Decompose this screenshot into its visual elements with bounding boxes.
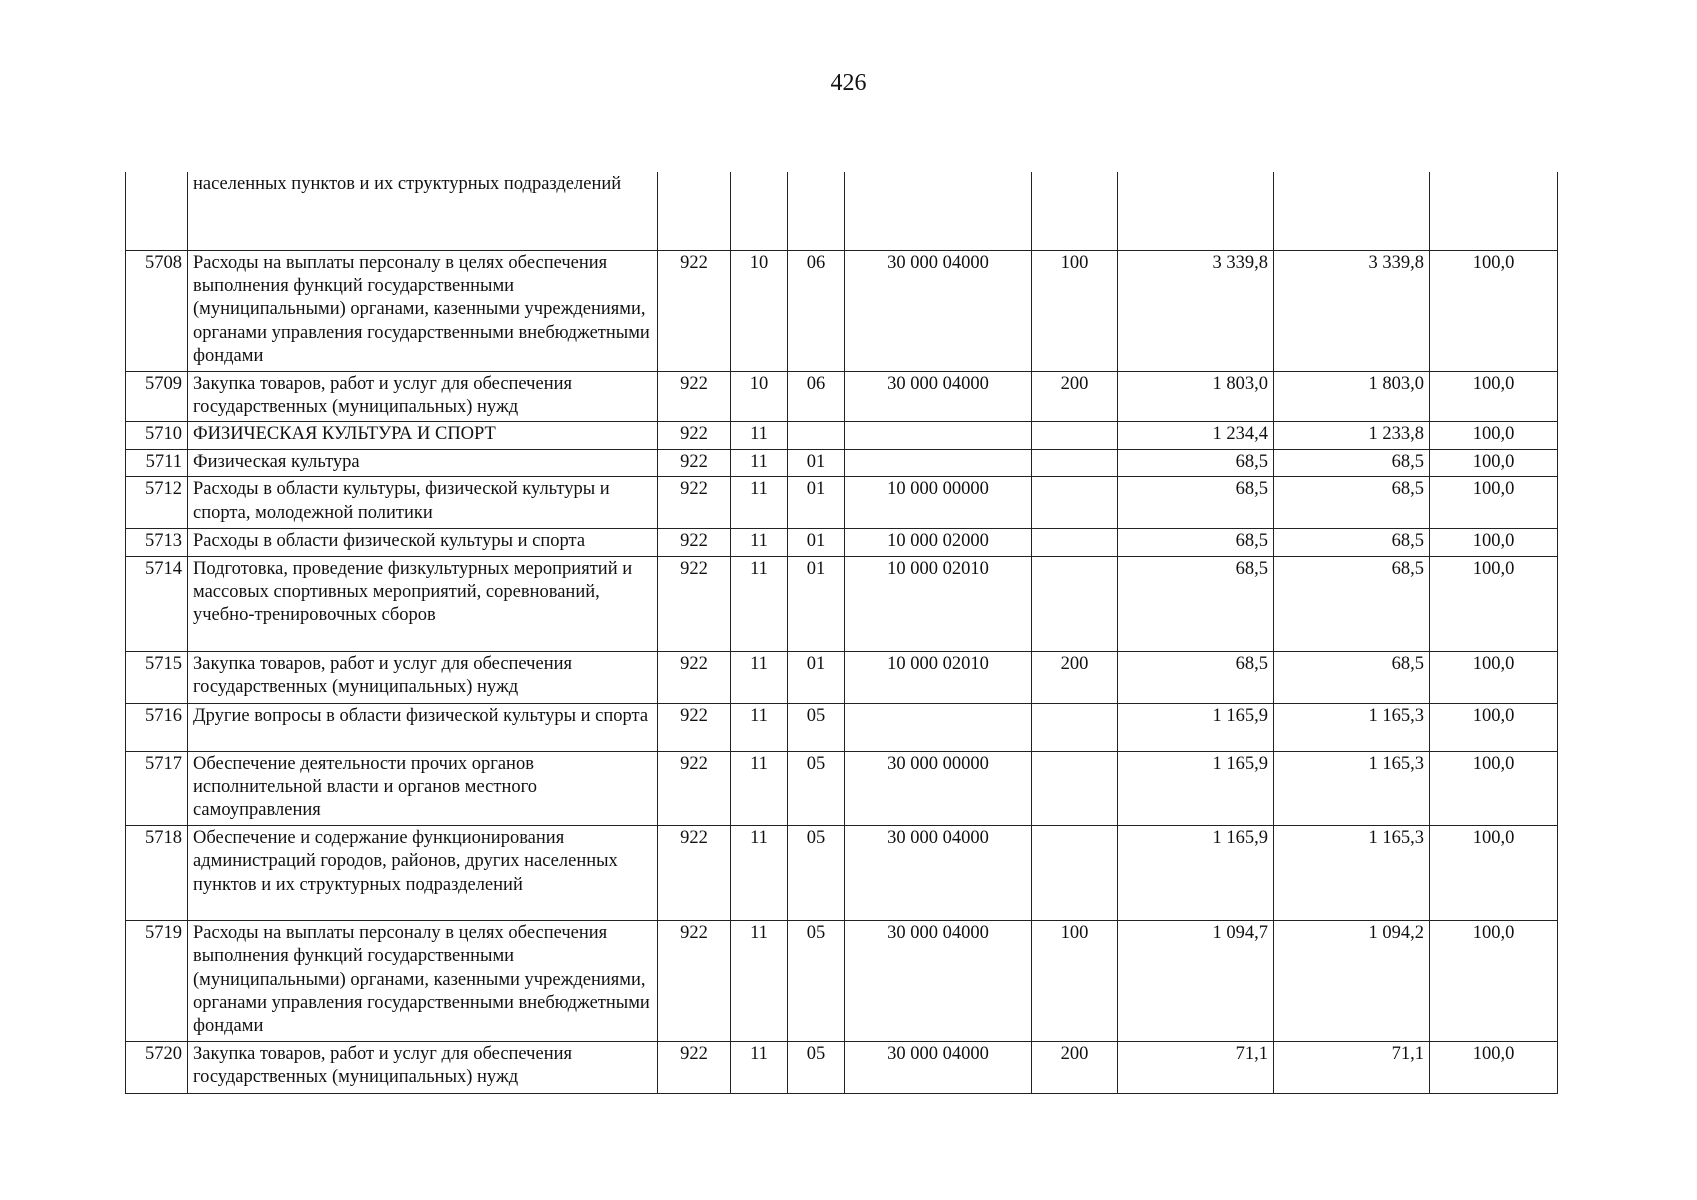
admin-code: 922 xyxy=(658,825,731,920)
table-row xyxy=(126,825,1558,920)
section-code: 11 xyxy=(731,651,788,703)
admin-code: 922 xyxy=(658,920,731,1041)
admin-code: 922 xyxy=(658,703,731,751)
actual-amount xyxy=(1274,172,1430,250)
subsection-code xyxy=(788,172,845,250)
expense-name: Расходы на выплаты персоналу в целях обеспечения выполнения функций государственными (муниципальными) органами, казенными учреждениями, органами управления государственными внебюджетными фондами xyxy=(188,920,658,1041)
subsection-code: 01 xyxy=(788,651,845,703)
expense-type-code xyxy=(1032,751,1118,825)
subsection-code: 01 xyxy=(788,449,845,476)
execution-percent: 100,0 xyxy=(1430,529,1558,556)
expense-name: Подготовка, проведение физкультурных мероприятий и массовых спортивных мероприятий, соревнований, учебно-тренировочных сборов xyxy=(188,556,658,651)
subsection-code: 01 xyxy=(788,477,845,529)
row-number xyxy=(126,172,188,250)
expense-type-code: 200 xyxy=(1032,1041,1118,1093)
subsection-code: 06 xyxy=(788,371,845,422)
subsection-code: 06 xyxy=(788,250,845,371)
row-number: 5708 xyxy=(126,250,188,371)
execution-percent: 100,0 xyxy=(1430,920,1558,1041)
target-article-code: 30 000 04000 xyxy=(845,825,1032,920)
expense-type-code xyxy=(1032,529,1118,556)
planned-amount: 71,1 xyxy=(1118,1041,1274,1093)
row-number: 5717 xyxy=(126,751,188,825)
expense-name: Закупка товаров, работ и услуг для обеспечения государственных (муниципальных) нужд xyxy=(188,651,658,703)
expense-type-code xyxy=(1032,449,1118,476)
expense-name: Физическая культура xyxy=(188,449,658,476)
table-row xyxy=(126,751,1558,825)
actual-amount: 71,1 xyxy=(1274,1041,1430,1093)
row-number: 5712 xyxy=(126,477,188,529)
subsection-code: 05 xyxy=(788,751,845,825)
execution-percent: 100,0 xyxy=(1430,751,1558,825)
table-row xyxy=(126,422,1558,449)
expense-type-code: 200 xyxy=(1032,651,1118,703)
actual-amount: 68,5 xyxy=(1274,556,1430,651)
section-code: 10 xyxy=(731,250,788,371)
subsection-code: 05 xyxy=(788,920,845,1041)
expense-name: Закупка товаров, работ и услуг для обеспечения государственных (муниципальных) нужд xyxy=(188,371,658,422)
target-article-code: 30 000 04000 xyxy=(845,1041,1032,1093)
row-number: 5719 xyxy=(126,920,188,1041)
section-code: 11 xyxy=(731,477,788,529)
target-article-code xyxy=(845,172,1032,250)
execution-percent: 100,0 xyxy=(1430,703,1558,751)
planned-amount: 1 803,0 xyxy=(1118,371,1274,422)
expense-type-code xyxy=(1032,556,1118,651)
expense-type-code: 100 xyxy=(1032,250,1118,371)
row-number: 5713 xyxy=(126,529,188,556)
table-row xyxy=(126,529,1558,556)
section-code xyxy=(731,172,788,250)
row-number: 5716 xyxy=(126,703,188,751)
execution-percent: 100,0 xyxy=(1430,651,1558,703)
actual-amount: 1 165,3 xyxy=(1274,751,1430,825)
target-article-code: 30 000 04000 xyxy=(845,250,1032,371)
execution-percent: 100,0 xyxy=(1430,422,1558,449)
table-row xyxy=(126,371,1558,422)
target-article-code: 10 000 02010 xyxy=(845,556,1032,651)
target-article-code: 10 000 02010 xyxy=(845,651,1032,703)
target-article-code xyxy=(845,449,1032,476)
table-row xyxy=(126,651,1558,703)
subsection-code: 01 xyxy=(788,529,845,556)
expense-type-code: 100 xyxy=(1032,920,1118,1041)
target-article-code: 10 000 02000 xyxy=(845,529,1032,556)
row-number: 5710 xyxy=(126,422,188,449)
row-number: 5718 xyxy=(126,825,188,920)
target-article-code xyxy=(845,422,1032,449)
expense-name: Обеспечение и содержание функционирования администраций городов, районов, других населенных пунктов и их структурных подразделений xyxy=(188,825,658,920)
target-article-code xyxy=(845,703,1032,751)
row-number: 5714 xyxy=(126,556,188,651)
table-row xyxy=(126,172,1558,250)
actual-amount: 68,5 xyxy=(1274,477,1430,529)
planned-amount: 68,5 xyxy=(1118,556,1274,651)
admin-code: 922 xyxy=(658,371,731,422)
planned-amount: 1 094,7 xyxy=(1118,920,1274,1041)
admin-code: 922 xyxy=(658,529,731,556)
actual-amount: 68,5 xyxy=(1274,529,1430,556)
section-code: 11 xyxy=(731,556,788,651)
expense-name: ФИЗИЧЕСКАЯ КУЛЬТУРА И СПОРТ xyxy=(188,422,658,449)
expense-type-code xyxy=(1032,172,1118,250)
target-article-code: 30 000 04000 xyxy=(845,920,1032,1041)
subsection-code: 01 xyxy=(788,556,845,651)
admin-code: 922 xyxy=(658,751,731,825)
section-code: 11 xyxy=(731,825,788,920)
expense-type-code xyxy=(1032,825,1118,920)
actual-amount: 1 094,2 xyxy=(1274,920,1430,1041)
execution-percent: 100,0 xyxy=(1430,556,1558,651)
admin-code: 922 xyxy=(658,1041,731,1093)
admin-code: 922 xyxy=(658,477,731,529)
execution-percent: 100,0 xyxy=(1430,250,1558,371)
expense-name: Расходы в области физической культуры и спорта xyxy=(188,529,658,556)
expense-type-code: 200 xyxy=(1032,371,1118,422)
table-row xyxy=(126,477,1558,529)
planned-amount: 68,5 xyxy=(1118,651,1274,703)
section-code: 11 xyxy=(731,920,788,1041)
subsection-code: 05 xyxy=(788,1041,845,1093)
admin-code: 922 xyxy=(658,556,731,651)
planned-amount: 1 234,4 xyxy=(1118,422,1274,449)
execution-percent: 100,0 xyxy=(1430,477,1558,529)
expense-name: Закупка товаров, работ и услуг для обеспечения государственных (муниципальных) нужд xyxy=(188,1041,658,1093)
actual-amount: 1 233,8 xyxy=(1274,422,1430,449)
page-number: 426 xyxy=(830,70,867,96)
row-number: 5715 xyxy=(126,651,188,703)
planned-amount xyxy=(1118,172,1274,250)
actual-amount: 68,5 xyxy=(1274,449,1430,476)
admin-code xyxy=(658,172,731,250)
row-number: 5720 xyxy=(126,1041,188,1093)
target-article-code: 30 000 00000 xyxy=(845,751,1032,825)
execution-percent: 100,0 xyxy=(1430,449,1558,476)
subsection-code: 05 xyxy=(788,703,845,751)
expense-type-code xyxy=(1032,477,1118,529)
table-row xyxy=(126,1041,1558,1093)
expense-name: Другие вопросы в области физической культуры и спорта xyxy=(188,703,658,751)
table-row xyxy=(126,250,1558,371)
section-code: 11 xyxy=(731,1041,788,1093)
actual-amount: 68,5 xyxy=(1274,651,1430,703)
table-row xyxy=(126,920,1558,1041)
subsection-code: 05 xyxy=(788,825,845,920)
row-number: 5711 xyxy=(126,449,188,476)
section-code: 11 xyxy=(731,529,788,556)
execution-percent: 100,0 xyxy=(1430,825,1558,920)
row-number: 5709 xyxy=(126,371,188,422)
execution-percent: 100,0 xyxy=(1430,371,1558,422)
admin-code: 922 xyxy=(658,449,731,476)
table-row xyxy=(126,556,1558,651)
expense-type-code xyxy=(1032,422,1118,449)
section-code: 10 xyxy=(731,371,788,422)
expense-type-code xyxy=(1032,703,1118,751)
execution-percent xyxy=(1430,172,1558,250)
subsection-code xyxy=(788,422,845,449)
planned-amount: 68,5 xyxy=(1118,477,1274,529)
expense-name: Обеспечение деятельности прочих органов исполнительной власти и органов местного самоуправления xyxy=(188,751,658,825)
expense-name: Расходы на выплаты персоналу в целях обеспечения выполнения функций государственными (муниципальными) органами, казенными учреждениями, органами управления государственными внебюджетными фондами xyxy=(188,250,658,371)
table-row xyxy=(126,449,1558,476)
planned-amount: 3 339,8 xyxy=(1118,250,1274,371)
section-code: 11 xyxy=(731,449,788,476)
planned-amount: 1 165,9 xyxy=(1118,703,1274,751)
actual-amount: 3 339,8 xyxy=(1274,250,1430,371)
planned-amount: 68,5 xyxy=(1118,449,1274,476)
section-code: 11 xyxy=(731,422,788,449)
planned-amount: 68,5 xyxy=(1118,529,1274,556)
budget-table xyxy=(125,172,1558,1094)
expense-name: Расходы в области культуры, физической культуры и спорта, молодежной политики xyxy=(188,477,658,529)
planned-amount: 1 165,9 xyxy=(1118,825,1274,920)
planned-amount: 1 165,9 xyxy=(1118,751,1274,825)
actual-amount: 1 165,3 xyxy=(1274,825,1430,920)
table-row xyxy=(126,703,1558,751)
target-article-code: 30 000 04000 xyxy=(845,371,1032,422)
actual-amount: 1 803,0 xyxy=(1274,371,1430,422)
admin-code: 922 xyxy=(658,422,731,449)
admin-code: 922 xyxy=(658,651,731,703)
actual-amount: 1 165,3 xyxy=(1274,703,1430,751)
admin-code: 922 xyxy=(658,250,731,371)
execution-percent: 100,0 xyxy=(1430,1041,1558,1093)
expense-name: населенных пунктов и их структурных подразделений xyxy=(188,172,658,250)
section-code: 11 xyxy=(731,751,788,825)
target-article-code: 10 000 00000 xyxy=(845,477,1032,529)
section-code: 11 xyxy=(731,703,788,751)
